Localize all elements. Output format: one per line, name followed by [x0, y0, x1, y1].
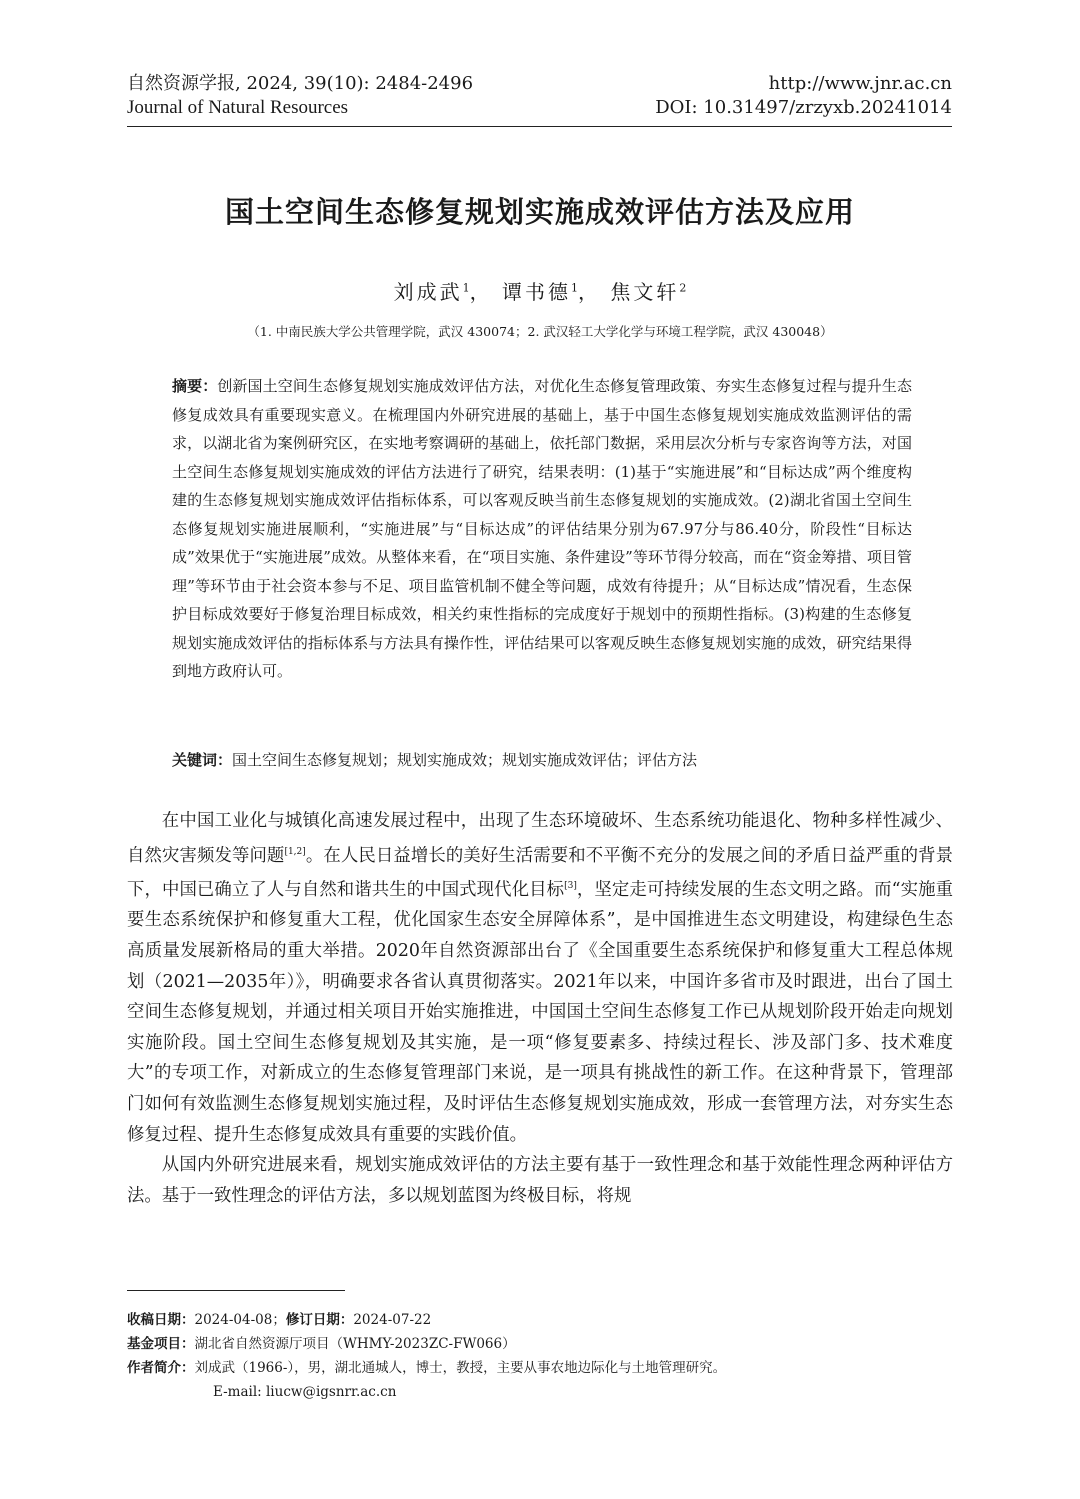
author-separator: ， [469, 280, 493, 304]
keywords [172, 746, 912, 774]
abstract [172, 372, 912, 686]
fund-label: 基金项目： [127, 1336, 195, 1352]
author-name: 刘成武 [393, 280, 463, 304]
footnotes [127, 1308, 953, 1404]
body-paragraph [127, 806, 953, 1150]
header-divider [127, 126, 952, 127]
author-bio-line [127, 1356, 953, 1380]
abstract-text: 创新国土空间生态修复规划实施成效评估方法，对优化生态修复管理政策、夯实生态修复过程与提升生态修复成效具有重要现实意义。在梳理国内外研究进展的基础上，基于中国生态修复规划实施成效监测评估的需求，以湖北省为案例研究区，在实地考察调研的基础上，依托部门数据，采用层次分析与专家咨询等方法，对国土空间生态修复规划实施成效的评估方法进行了研究，结果表明：(1)基于“实施进展”和“目标达成”两个维度构建的生态修复规划实施成效评估指标体系，可以客观反映当前生态修复规划的实施成效。(2)湖北省国土空间生态修复规划实施进展顺利，“实施进展”与“目标达成”的评估结果分别为67.97分与86.40分，阶段性“目标达成”效果优于“实施进展”成效。从整体来看，在“项目实施、条件建设”等环节得分较高，而在“资金筹措、项目管理”等环节由于社会资本参与不足、项目监管机制不健全等问题，成效有待提升；从“目标达成”情况看，生态保护目标成效要好于修复治理目标成效，相关约束性指标的完成度好于规划中的预期性指标。(3)构建的生态修复规划实施成效评估的指标体系与方法具有操作性，评估结果可以客观反映生态修复规划实施的成效，研究结果得到地方政府认可。 [172, 377, 912, 680]
author-affiliation-mark: 2 [679, 281, 687, 295]
journal-citation-cn: 自然资源学报, 2024, 39(10): 2484-2496 [127, 73, 474, 94]
citation-ref[interactable]: [1,2] [284, 846, 306, 857]
author-list [0, 276, 1080, 305]
dates-line [127, 1308, 953, 1332]
author-bio-text: 刘成武（1966-），男，湖北通城人，博士，教授，主要从事农地边际化与土地管理研究。 [194, 1360, 727, 1376]
journal-header-right [655, 72, 952, 120]
paper-title: 国土空间生态修复规划实施成效评估方法及应用 [224, 195, 855, 229]
author-bio-label: 作者简介： [127, 1360, 195, 1376]
revised-label: 修订日期： [285, 1312, 354, 1328]
body-text-span: ，坚定走可持续发展的生态文明之路。而“实施重要生态系统保护和修复重大工程，优化国家生态安全屏障体系”，是中国推进生态文明建设，构建绿色生态高质量发展新格局的重大举措。2020年自然资源部出台了《全国重要生态系统保护和修复重大工程总体规划（2021—2035年）》，明确要求各省认真贯彻落实。2021年以来，中国许多省市及时跟进，出台了国土空间生态修复规划，并通过相关项目开始实施推进，中国国土空间生态修复工作已从规划阶段开始走向规划实施阶段。国土空间生态修复规划及其实施，是一项“修复要素多、持续过程长、涉及部门多、技术难度大”的专项工作，对新成立的生态修复管理部门来说，是一项具有挑战性的新工作。在这种背景下，管理部门如何有效监测生态修复规划实施过程，及时评估生态修复规划实施成效，形成一套管理方法，对夯实生态修复过程、提升生态修复成效具有重要的实践价值。 [127, 879, 953, 1145]
body-text [127, 806, 953, 1211]
footnote-divider [127, 1290, 345, 1291]
affiliations: （1. 中南民族大学公共管理学院，武汉 430074；2. 武汉轻工大学化学与环境工程学院，武汉 430048） [247, 324, 833, 339]
abstract-label: 摘要： [172, 377, 218, 395]
author-separator: ， [578, 280, 601, 304]
fund-line [127, 1332, 953, 1356]
body-text-span: 在中国工业化与城镇化高速发展过程中，出现了生态环境破坏、生态系统功能退化、物种多样性减少、自然灾害频发等问题 [127, 811, 953, 866]
author-name: 焦文轩 [610, 280, 680, 304]
journal-header-left [127, 72, 473, 120]
journal-name-en: Journal of Natural Resources [127, 97, 349, 118]
doi[interactable]: DOI: 10.31497/zrzyxb.20241014 [655, 97, 952, 118]
keywords-text: 国土空间生态修复规划；规划实施成效；规划实施成效评估；评估方法 [232, 751, 698, 769]
received-label: 收稿日期： [127, 1312, 195, 1328]
revised-date: 2024-07-22 [353, 1312, 432, 1328]
journal-url[interactable]: http://www.jnr.ac.cn [768, 73, 952, 94]
body-text-span: 。在人民日益增长的美好生活需要和不平衡不充分的发展之间的矛盾日益严重的背景下，中国已确立了人与自然和谐共生的中国式现代化目标 [127, 845, 953, 900]
body-paragraph: 从国内外研究进展来看，规划实施成效评估的方法主要有基于一致性理念和基于效能性理念两种评估方法。基于一致性理念的评估方法，多以规划蓝图为终极目标，将规 [127, 1155, 953, 1206]
author-affiliation-mark: 1 [571, 281, 578, 295]
citation-ref[interactable]: [3] [564, 880, 577, 891]
author-name: 谭书德 [502, 280, 571, 304]
fund-text: 湖北省自然资源厅项目（WHMY-2023ZC-FW066） [194, 1336, 516, 1352]
received-date: 2024-04-08； [194, 1312, 286, 1328]
keywords-label: 关键词： [172, 751, 233, 769]
author-affiliation-mark: 1 [462, 281, 470, 295]
author-email[interactable]: E-mail: liucw@igsnrr.ac.cn [213, 1384, 397, 1400]
